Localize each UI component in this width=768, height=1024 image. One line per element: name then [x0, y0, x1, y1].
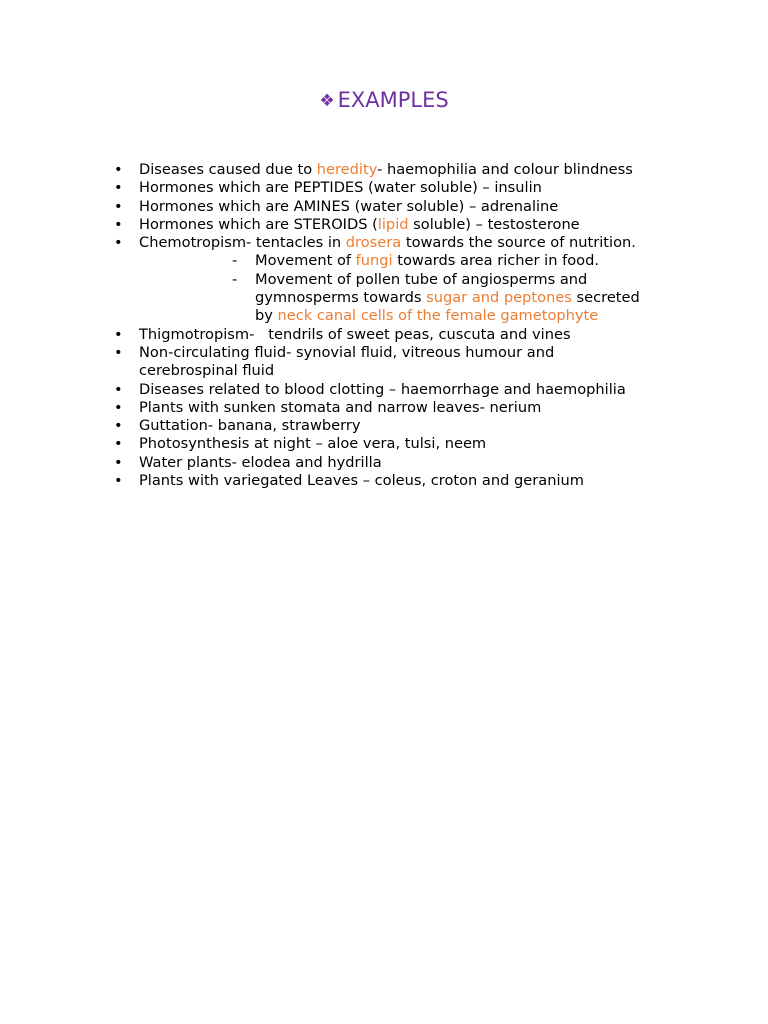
bullet-icon: •: [114, 215, 123, 233]
bullet-icon: •: [114, 343, 123, 361]
bullet-icon: •: [114, 234, 123, 252]
text-segment: Diseases caused due to: [139, 161, 317, 178]
list-item: [0, 399, 768, 417]
list-item-text: Thigmotropism- tendrils of sweet peas, cuscuta and vines: [139, 325, 571, 343]
list-item-text: Plants with variegated Leaves – coleus, croton and geranium: [139, 472, 584, 490]
text-segment: Hormones which are STEROIDS (: [139, 215, 378, 233]
text-segment: secreted: [571, 289, 640, 307]
sub-list-item-text: [255, 271, 640, 326]
page-title-text: EXAMPLES: [337, 88, 449, 112]
highlight-text: heredity: [316, 161, 378, 178]
dash-icon: -: [232, 252, 238, 270]
list-item: [0, 472, 768, 490]
list-item-text: [139, 216, 580, 234]
list-item-text: [139, 344, 554, 381]
list-item: [0, 234, 768, 252]
bullet-icon: •: [114, 161, 123, 178]
list-item-text: Water plants- elodea and hydrilla: [139, 453, 382, 471]
bullet-icon: •: [114, 325, 123, 343]
highlight-text: lipid: [377, 215, 409, 233]
text-segment: - haemophilia and colour blindness: [377, 161, 633, 178]
highlight-text: neck canal cells of the female gametophyte: [277, 307, 599, 325]
bullet-icon: •: [114, 453, 123, 471]
list-item-text: Plants with sunken stomata and narrow leaves- nerium: [139, 398, 542, 416]
highlight-text: fungi: [355, 252, 393, 270]
list-item: [0, 435, 768, 453]
list-item-text: [139, 161, 633, 179]
text-segment: soluble) – testosterone: [408, 215, 580, 233]
page-title: [0, 86, 768, 115]
list-item: [0, 326, 768, 344]
highlight-text: drosera: [345, 234, 402, 252]
highlight-text: sugar and peptones: [426, 289, 572, 307]
list-item-text: Hormones which are AMINES (water soluble) – adrenaline: [139, 197, 559, 215]
sub-list-item: [0, 271, 768, 326]
list-item: [0, 417, 768, 435]
text-segment: Movement of: [255, 252, 356, 270]
text-line: Movement of pollen tube of angiosperms and: [255, 270, 588, 288]
bullet-icon: •: [114, 197, 123, 215]
list-item: [0, 344, 768, 381]
list-item-text: [139, 234, 636, 252]
bullet-icon: •: [114, 179, 123, 197]
list-item: [0, 161, 768, 179]
examples-list: [0, 161, 768, 490]
list-item-text: Diseases related to blood clotting – haemorrhage and haemophilia: [139, 380, 626, 398]
sub-list-item-text: [255, 252, 599, 270]
text-segment: towards the source of nutrition.: [401, 234, 636, 252]
bullet-icon: •: [114, 417, 123, 435]
text-segment: towards area richer in food.: [392, 252, 600, 270]
list-item: [0, 179, 768, 197]
list-item-text: Guttation- banana, strawberry: [139, 417, 361, 435]
bullet-icon: •: [114, 472, 123, 490]
text-segment: Chemotropism- tentacles in: [139, 234, 346, 252]
bullet-icon: •: [114, 398, 123, 416]
list-item: [0, 198, 768, 216]
list-item-text: Hormones which are PEPTIDES (water soluble) – insulin: [139, 179, 542, 197]
dash-icon: -: [232, 270, 238, 288]
bullet-icon: •: [114, 435, 123, 453]
text-line: Non-circulating fluid- synovial fluid, vitreous humour and: [139, 343, 555, 361]
bullet-icon: •: [114, 380, 123, 398]
sub-list-item: [0, 252, 768, 270]
diamond-bullet-icon: ❖: [319, 91, 335, 111]
text-line: [255, 289, 640, 307]
list-item: [0, 381, 768, 399]
text-line: cerebrospinal fluid: [139, 362, 275, 380]
text-segment: gymnosperms towards: [255, 289, 427, 307]
text-line: [255, 307, 640, 325]
list-item: [0, 454, 768, 472]
list-item-text: Photosynthesis at night – aloe vera, tulsi, neem: [139, 435, 487, 453]
text-segment: by: [255, 307, 278, 325]
list-item: [0, 216, 768, 234]
